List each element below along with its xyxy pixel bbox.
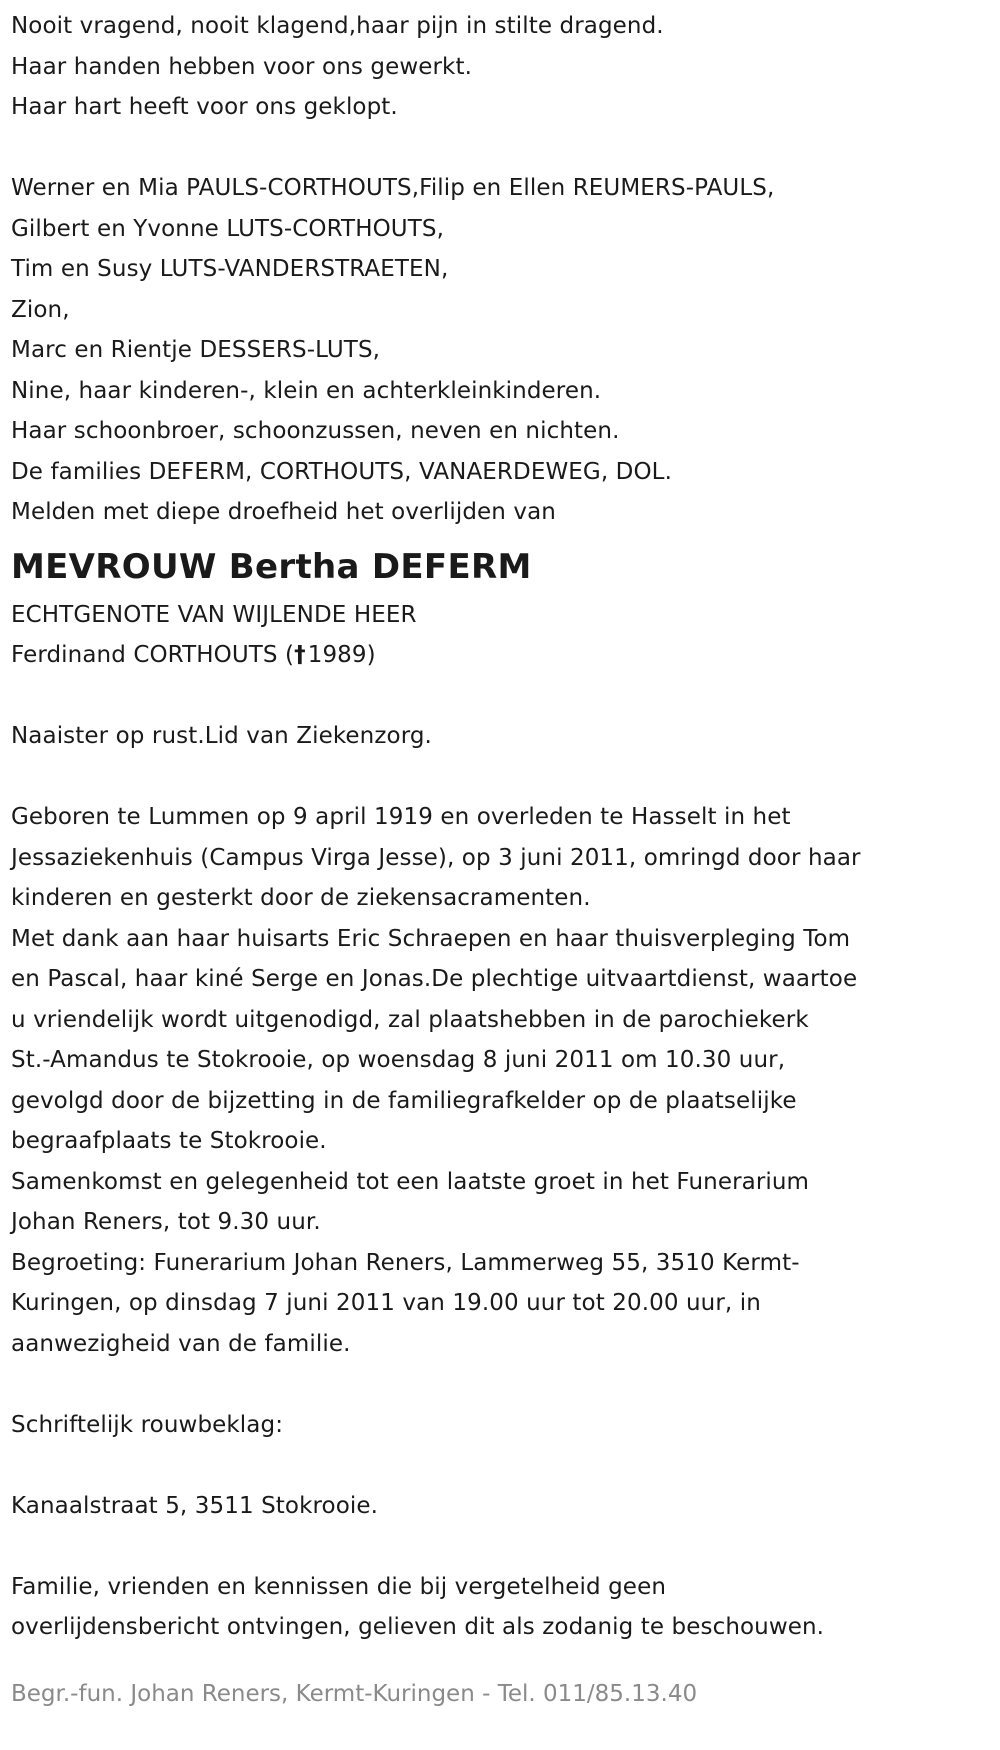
- spouse-year: 1989): [307, 642, 376, 668]
- family-line: Nine, haar kinderen-, klein en achterkleinkinderen.: [11, 377, 602, 404]
- spacer: [11, 757, 991, 798]
- deceased-name: MEVROUW Bertha DEFERM: [11, 546, 532, 587]
- death-notice: [11, 6, 991, 1737]
- family-line: Gilbert en Yvonne LUTS-CORTHOUTS,: [11, 215, 444, 242]
- spacer: [11, 1364, 991, 1405]
- spacer: [11, 128, 991, 169]
- details-line: en Pascal, haar kiné Serge en Jonas.De plechtige uitvaartdienst, waartoe: [11, 966, 858, 992]
- details-line: Kuringen, op dinsdag 7 juni 2011 van 19.00 uur tot 20.00 uur, in: [11, 1290, 761, 1316]
- family-line: Marc en Rientje DESSERS-LUTS,: [11, 337, 381, 363]
- details-block: [11, 797, 991, 1364]
- family-line: Haar schoonbroer, schoonzussen, neven en nichten.: [11, 418, 620, 444]
- notice-line: Familie, vrienden en kennissen die bij vergetelheid geen: [11, 1573, 666, 1600]
- spacer: [11, 676, 991, 717]
- details-line: kinderen en gesterkt door de ziekensacramenten.: [11, 885, 591, 911]
- spacer: [11, 1526, 991, 1567]
- details-line: Jessaziekenhuis (Campus Virga Jesse), op 3 juni 2011, omringd door haar: [11, 844, 861, 871]
- condolence-label: Schriftelijk rouwbeklag:: [11, 1411, 284, 1438]
- notice-block: [11, 1567, 991, 1648]
- details-line: Samenkomst en gelegenheid tot een laatste groet in het Funerarium: [11, 1168, 810, 1195]
- funeral-home-footer: Begr.-fun. Johan Reners, Kermt-Kuringen - Tel. 011/85.13.40: [11, 1680, 698, 1707]
- family-line: Tim en Susy LUTS-VANDERSTRAETEN,: [11, 256, 449, 282]
- occupation-line: Naaister op rust.Lid van Ziekenzorg.: [11, 723, 432, 749]
- poem-block: [11, 6, 991, 128]
- poem-line: Haar handen hebben voor ons gewerkt.: [11, 53, 472, 80]
- condolence-address: Kanaalstraat 5, 3511 Stokrooie.: [11, 1492, 379, 1519]
- spacer: [11, 1445, 991, 1486]
- details-line: Met dank aan haar huisarts Eric Schraepen en haar thuisverpleging Tom: [11, 925, 851, 952]
- cross-icon: †: [294, 642, 306, 668]
- family-line: De families DEFERM, CORTHOUTS, VANAERDEWEG, DOL.: [11, 458, 673, 485]
- details-line: begraafplaats te Stokrooie.: [11, 1128, 327, 1154]
- family-line: Werner en Mia PAULS-CORTHOUTS,Filip en Ellen REUMERS-PAULS,: [11, 175, 775, 201]
- details-line: Begroeting: Funerarium Johan Reners, Lammerweg 55, 3510 Kermt-: [11, 1249, 800, 1276]
- spouse-line: [11, 635, 991, 676]
- spouse-title: ECHTGENOTE VAN WIJLENDE HEER: [11, 601, 417, 628]
- notice-line: overlijdensbericht ontvingen, gelieven dit als zodanig te beschouwen.: [11, 1614, 825, 1640]
- announcement-line: Melden met diepe droefheid het overlijden van: [11, 499, 556, 525]
- poem-line: Haar hart heeft voor ons geklopt.: [11, 94, 398, 120]
- family-line: Zion,: [11, 296, 70, 323]
- details-line: St.-Amandus te Stokrooie, op woensdag 8 juni 2011 om 10.30 uur,: [11, 1047, 786, 1073]
- details-line: Geboren te Lummen op 9 april 1919 en overleden te Hasselt in het: [11, 804, 791, 830]
- details-line: u vriendelijk wordt uitgenodigd, zal plaatshebben in de parochiekerk: [11, 1006, 809, 1033]
- family-block: [11, 168, 991, 533]
- poem-line: Nooit vragend, nooit klagend,haar pijn in stilte dragend.: [11, 13, 664, 39]
- details-line: gevolgd door de bijzetting in de familiegrafkelder op de plaatselijke: [11, 1087, 797, 1114]
- spouse-name: Ferdinand CORTHOUTS (: [11, 642, 295, 668]
- details-line: Johan Reners, tot 9.30 uur.: [11, 1209, 321, 1235]
- details-line: aanwezigheid van de familie.: [11, 1330, 351, 1357]
